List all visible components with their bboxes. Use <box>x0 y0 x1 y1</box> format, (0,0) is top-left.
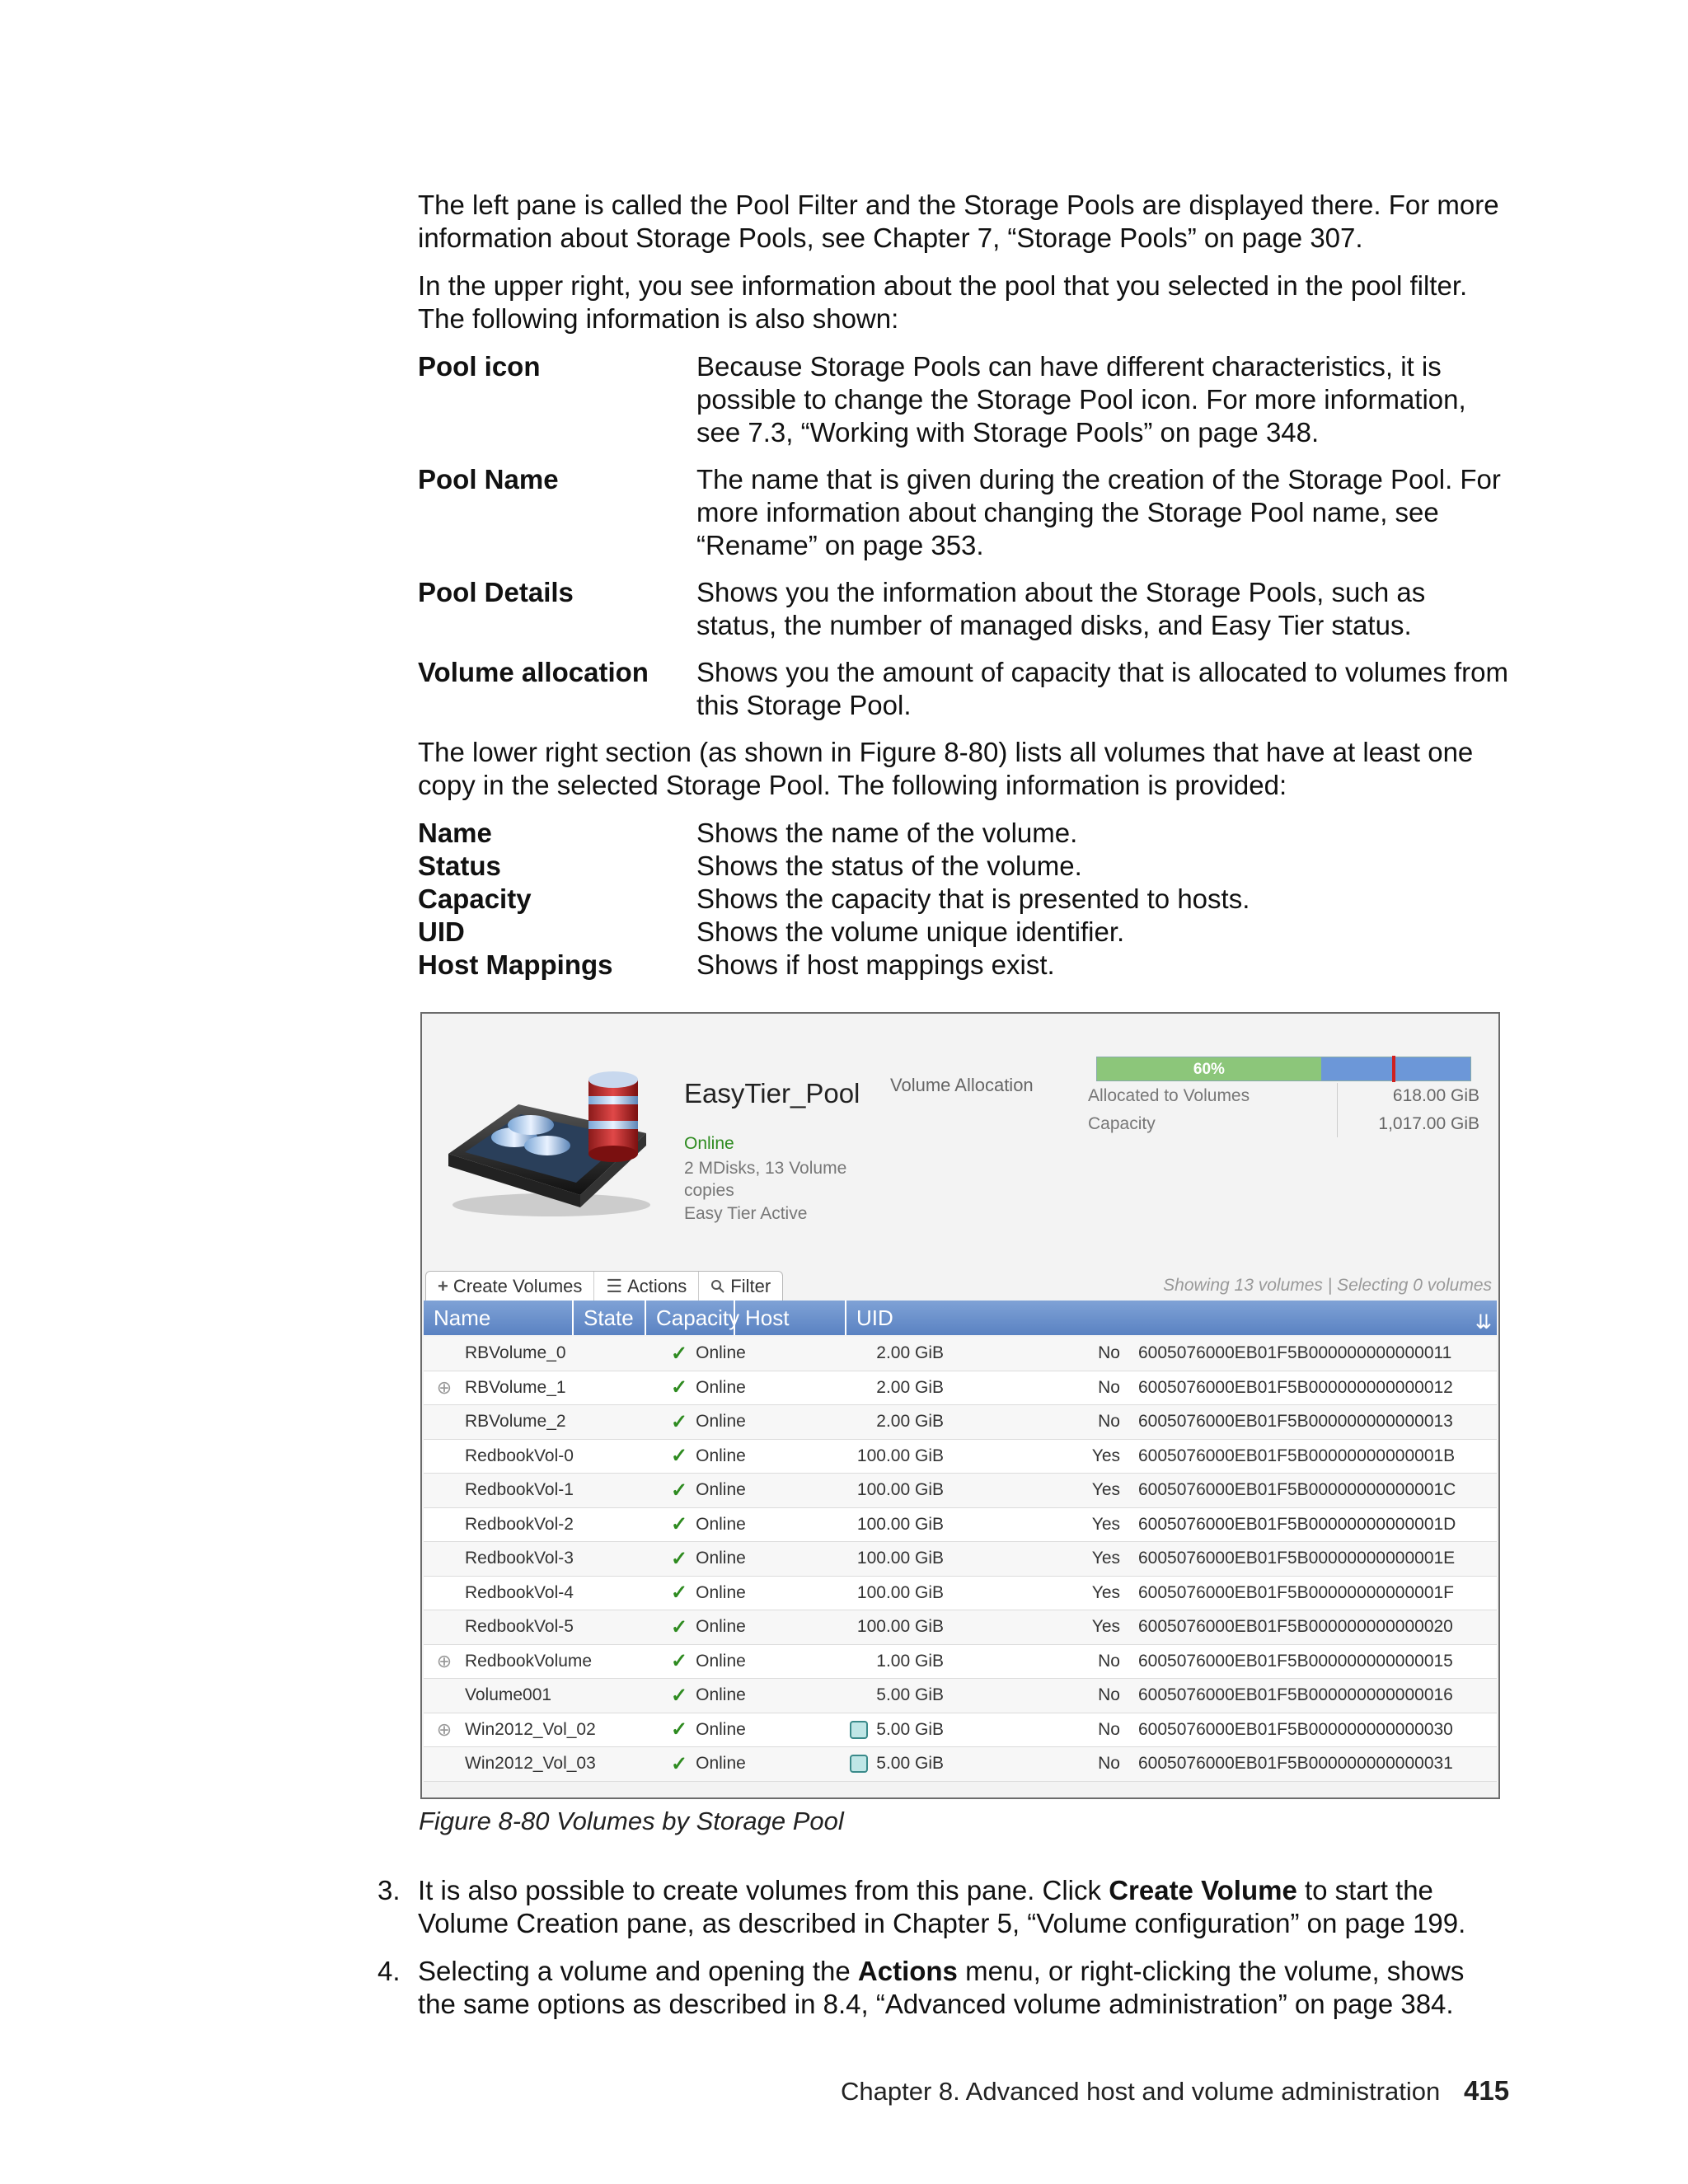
volume-capacity <box>803 1617 947 1637</box>
volume-state <box>671 1376 803 1399</box>
def-desc-line: The name that is given during the creation of the Storage Pool. For <box>696 464 1501 494</box>
volume-name: Volume001 <box>465 1685 552 1705</box>
volumes-table-header <box>424 1301 1497 1335</box>
def-desc: Shows the name of the volume. <box>696 818 1078 848</box>
def-capacity <box>418 883 1514 916</box>
allocated-label: Allocated to Volumes <box>1088 1086 1250 1105</box>
volume-name: Win2012_Vol_02 <box>465 1719 596 1739</box>
def-term: Name <box>418 818 492 848</box>
def-desc-line: status, the number of managed disks, and Easy Tier status. <box>696 610 1412 640</box>
volume-state <box>671 1444 803 1468</box>
def-desc-line: more information about changing the Storage Pool name, see <box>696 497 1439 527</box>
step-text-bold: Create Volume <box>1109 1875 1297 1905</box>
lower-section-paragraph <box>418 736 1514 802</box>
volume-host-mappings: Yes <box>1091 1446 1120 1465</box>
volume-uid: 6005076000EB01F5B000000000000015 <box>1138 1651 1453 1671</box>
volume-capacity <box>803 1652 947 1671</box>
pool-status: Online <box>684 1134 734 1153</box>
expand-icon[interactable]: ⊕ <box>436 1376 452 1398</box>
volume-state-label: Online <box>696 1446 746 1465</box>
volume-capacity-value: 100.00 GiB <box>856 1514 944 1534</box>
volume-capacity-value: 1.00 GiB <box>876 1651 944 1671</box>
table-row[interactable] <box>424 1610 1497 1645</box>
volume-name: RedbookVol-1 <box>465 1480 574 1500</box>
volume-host-mappings: No <box>1098 1685 1120 1705</box>
def-term: Status <box>418 851 501 881</box>
list-icon: ☰ <box>606 1276 623 1296</box>
allocation-bar-percent: 60% <box>1193 1061 1225 1078</box>
volume-state <box>671 1410 803 1434</box>
checkmark-icon: ✓ <box>671 1445 688 1468</box>
volume-capacity-value: 2.00 GiB <box>876 1377 944 1397</box>
expand-icon[interactable]: ⊕ <box>436 1718 452 1740</box>
volume-state <box>671 1752 803 1776</box>
def-term: Volume allocation <box>418 657 649 687</box>
volume-uid: 6005076000EB01F5B00000000000001C <box>1138 1480 1456 1500</box>
volumes-table-body <box>424 1337 1497 1782</box>
checkmark-icon: ✓ <box>671 1376 688 1399</box>
volume-uid: 6005076000EB01F5B000000000000012 <box>1138 1377 1453 1397</box>
allocation-threshold-marker <box>1392 1056 1395 1082</box>
def-desc-line: see 7.3, “Working with Storage Pools” on page 348. <box>696 417 1320 448</box>
actions-menu-button[interactable] <box>594 1272 699 1301</box>
volume-capacity-value: 100.00 GiB <box>856 1480 944 1500</box>
table-row[interactable] <box>424 1747 1497 1782</box>
intro-p2-line1: In the upper right, you see information about the pool that you selected in the pool filter. <box>418 270 1468 301</box>
def-status <box>418 850 1514 883</box>
table-row[interactable] <box>424 1440 1497 1474</box>
step-text-segment: to start the <box>1296 1875 1433 1905</box>
volume-capacity-value: 100.00 GiB <box>856 1582 944 1602</box>
volume-host-mappings: No <box>1098 1377 1120 1397</box>
volume-capacity-value: 5.00 GiB <box>876 1685 944 1705</box>
intro-p1-line1: The left pane is called the Pool Filter and the Storage Pools are displayed there. For more <box>418 190 1499 220</box>
volume-capacity <box>803 1720 947 1740</box>
def-term: UID <box>418 916 465 947</box>
volume-name: RedbookVol-2 <box>465 1514 574 1534</box>
def-volume-allocation <box>418 656 1514 722</box>
volume-allocation-label: Volume Allocation <box>890 1075 1034 1095</box>
def-desc <box>696 576 1514 642</box>
step-number: 4. <box>377 1956 401 1986</box>
column-definitions <box>418 817 1514 982</box>
def-desc <box>696 463 1514 562</box>
volumes-toolbar <box>422 1269 1498 1301</box>
def-pool-icon <box>418 350 1514 449</box>
volume-state <box>671 1342 803 1366</box>
volume-state-label: Online <box>696 1651 746 1671</box>
column-header-state[interactable]: State <box>574 1301 646 1335</box>
volume-uid: 6005076000EB01F5B000000000000031 <box>1138 1754 1453 1774</box>
volume-state-label: Online <box>696 1617 746 1637</box>
def-desc-line: Shows you the amount of capacity that is allocated to volumes from <box>696 657 1509 687</box>
volume-state-label: Online <box>696 1480 746 1500</box>
volume-state-label: Online <box>696 1343 746 1363</box>
volume-host-mappings: Yes <box>1091 1549 1120 1568</box>
volume-uid: 6005076000EB01F5B000000000000020 <box>1138 1617 1453 1637</box>
volume-capacity <box>803 1583 947 1603</box>
volume-uid: 6005076000EB01F5B00000000000001D <box>1138 1514 1456 1534</box>
volume-name: RedbookVol-3 <box>465 1549 574 1568</box>
step-line2: Volume Creation pane, as described in Chapter 5, “Volume configuration” on page 199. <box>418 1908 1466 1938</box>
volume-name: RBVolume_2 <box>465 1412 566 1432</box>
step-line1 <box>418 1874 1465 1907</box>
volume-state <box>671 1718 803 1741</box>
volume-state <box>671 1512 803 1536</box>
volume-state-label: Online <box>696 1719 746 1739</box>
def-term: Pool icon <box>418 351 541 382</box>
storage-pool-icon <box>440 1055 663 1220</box>
volume-capacity <box>803 1515 947 1535</box>
checkmark-icon: ✓ <box>671 1752 688 1775</box>
column-header-uid[interactable] <box>846 1301 1497 1335</box>
volume-name: RedbookVol-5 <box>465 1617 574 1637</box>
volume-state <box>671 1479 803 1502</box>
volume-uid: 6005076000EB01F5B000000000000030 <box>1138 1719 1453 1739</box>
volume-host-mappings: Yes <box>1091 1480 1120 1500</box>
pool-detail-easy-tier: Easy Tier Active <box>684 1204 808 1223</box>
intro-paragraph-1 <box>418 189 1514 255</box>
allocation-bar <box>1096 1057 1471 1081</box>
volume-host-mappings: No <box>1098 1651 1120 1671</box>
def-desc-line: this Storage Pool. <box>696 690 912 720</box>
pool-detail-mdisks: 2 MDisks, 13 Volume <box>684 1159 847 1178</box>
volume-uid: 6005076000EB01F5B00000000000001B <box>1138 1446 1456 1465</box>
allocated-value: 618.00 GiB <box>1392 1086 1479 1105</box>
volume-host-mappings: Yes <box>1091 1617 1120 1637</box>
def-desc-line: Because Storage Pools can have different characteristics, it is <box>696 351 1442 382</box>
create-volumes-button[interactable] <box>426 1272 594 1301</box>
volume-state-label: Online <box>696 1582 746 1602</box>
volume-name: RBVolume_0 <box>465 1343 566 1363</box>
volume-name: Win2012_Vol_03 <box>465 1754 596 1774</box>
volume-state-label: Online <box>696 1754 746 1774</box>
intro-p1-line2: information about Storage Pools, see Chapter 7, “Storage Pools” on page 307. <box>418 223 1363 253</box>
capacity-label: Capacity <box>1088 1114 1156 1133</box>
showing-count: Showing 13 volumes | Selecting 0 volumes <box>1163 1276 1492 1295</box>
volume-capacity <box>803 1754 947 1774</box>
def-desc: Shows the volume unique identifier. <box>696 916 1125 947</box>
volume-host-mappings: No <box>1098 1343 1120 1363</box>
volume-host-mappings: No <box>1098 1754 1120 1774</box>
def-desc: Shows the capacity that is presented to hosts. <box>696 883 1250 914</box>
def-name <box>418 817 1514 850</box>
step-text-bold: Actions <box>857 1956 958 1986</box>
column-header-name[interactable]: Name <box>424 1301 574 1335</box>
volume-host-mappings: Yes <box>1091 1582 1120 1602</box>
step-text-segment: It is also possible to create volumes from this pane. Click <box>418 1875 1109 1905</box>
volume-state-label: Online <box>696 1412 746 1432</box>
volume-host-mappings: No <box>1098 1412 1120 1432</box>
volumes-by-pool-screenshot <box>420 1012 1500 1799</box>
volume-capacity <box>803 1446 947 1466</box>
checkmark-icon: ✓ <box>671 1513 688 1536</box>
volume-capacity <box>803 1549 947 1568</box>
capacity-row <box>1088 1114 1479 1134</box>
volume-state <box>671 1649 803 1673</box>
figure-caption: Figure 8-80 Volumes by Storage Pool <box>419 1807 844 1835</box>
checkmark-icon: ✓ <box>671 1342 688 1365</box>
column-header-capacity[interactable]: Capacity <box>646 1301 735 1335</box>
volume-state-label: Online <box>696 1377 746 1397</box>
checkmark-icon: ✓ <box>671 1650 688 1673</box>
volume-capacity <box>803 1480 947 1500</box>
volume-capacity-value: 5.00 GiB <box>876 1719 944 1739</box>
def-pool-name <box>418 463 1514 562</box>
table-row[interactable] <box>424 1679 1497 1713</box>
volume-capacity-value: 100.00 GiB <box>856 1549 944 1568</box>
checkmark-icon: ✓ <box>671 1684 688 1707</box>
volume-state-label: Online <box>696 1685 746 1705</box>
checkmark-icon: ✓ <box>671 1479 688 1502</box>
checkmark-icon: ✓ <box>671 1547 688 1570</box>
step-line2: the same options as described in 8.4, “Advanced volume administration” on page 384. <box>418 1989 1454 2019</box>
create-volumes-label: Create Volumes <box>452 1276 583 1296</box>
volume-state <box>671 1547 803 1571</box>
def-uid <box>418 916 1514 949</box>
volume-host-mappings: No <box>1098 1719 1120 1739</box>
def-term: Pool Name <box>418 464 559 494</box>
volume-name: RedbookVol-0 <box>465 1446 574 1465</box>
expand-icon[interactable]: ⊕ <box>436 1650 452 1671</box>
capacity-value: 1,017.00 GiB <box>1378 1114 1479 1133</box>
plus-icon: + <box>438 1276 448 1296</box>
pool-definitions <box>418 350 1514 722</box>
volume-capacity <box>803 1343 947 1363</box>
pool-name: EasyTier_Pool <box>684 1078 860 1108</box>
def-desc-line: possible to change the Storage Pool icon. For more information, <box>696 384 1466 415</box>
table-row[interactable] <box>424 1508 1497 1543</box>
thin-provisioned-icon <box>850 1755 868 1773</box>
toolbar-tabs <box>425 1271 783 1301</box>
step-text-segment: Selecting a volume and opening the <box>418 1956 858 1986</box>
step-text <box>418 1874 1465 1940</box>
def-term: Host Mappings <box>418 949 613 980</box>
table-row[interactable] <box>424 1474 1497 1508</box>
table-row[interactable] <box>424 1645 1497 1680</box>
volume-uid: 6005076000EB01F5B00000000000001E <box>1138 1549 1456 1568</box>
volume-state <box>671 1581 803 1605</box>
volume-name: RedbookVol-4 <box>465 1582 574 1602</box>
volume-capacity <box>803 1378 947 1398</box>
volume-capacity-value: 2.00 GiB <box>876 1412 944 1432</box>
checkmark-icon: ✓ <box>671 1615 688 1638</box>
checkmark-icon: ✓ <box>671 1718 688 1741</box>
volume-capacity <box>803 1412 947 1432</box>
def-desc: Shows the status of the volume. <box>696 851 1082 881</box>
volume-capacity-value: 2.00 GiB <box>876 1343 944 1363</box>
search-icon <box>710 1279 725 1294</box>
step-4 <box>377 1955 1515 2021</box>
intro-paragraph-2 <box>418 269 1514 335</box>
table-row[interactable] <box>424 1337 1497 1371</box>
def-pool-details <box>418 576 1514 642</box>
volume-capacity-value: 100.00 GiB <box>856 1617 944 1637</box>
volume-uid: 6005076000EB01F5B000000000000013 <box>1138 1412 1453 1432</box>
thin-provisioned-icon <box>850 1721 868 1739</box>
page-number: 415 <box>1464 2075 1510 2106</box>
step-number: 3. <box>377 1875 401 1905</box>
checkmark-icon: ✓ <box>671 1410 688 1433</box>
def-desc-line: “Rename” on page 353. <box>696 530 984 560</box>
volume-capacity-value: 100.00 GiB <box>856 1446 944 1465</box>
volume-uid: 6005076000EB01F5B00000000000001F <box>1138 1582 1455 1602</box>
volume-uid: 6005076000EB01F5B000000000000011 <box>1138 1343 1452 1363</box>
def-host-mappings <box>418 949 1514 982</box>
column-chooser-icon[interactable]: ⇊ <box>1475 1311 1492 1333</box>
volume-state <box>671 1615 803 1639</box>
filter-label: Filter <box>730 1276 771 1296</box>
volume-name: RBVolume_1 <box>465 1377 566 1397</box>
volume-name: RedbookVolume <box>465 1651 593 1671</box>
volume-state-label: Online <box>696 1549 746 1568</box>
volume-host-mappings: Yes <box>1091 1514 1120 1534</box>
pool-detail-copies: copies <box>684 1181 734 1200</box>
step-text-segment: menu, or right-clicking the volume, shows <box>957 1956 1465 1986</box>
def-term: Pool Details <box>418 577 574 607</box>
table-row[interactable] <box>424 1542 1497 1577</box>
volume-state-label: Online <box>696 1514 746 1534</box>
step-3 <box>377 1874 1515 1940</box>
def-desc <box>696 350 1514 449</box>
def-term: Capacity <box>418 883 532 914</box>
allocated-row <box>1088 1086 1479 1106</box>
footer-chapter: Chapter 8. Advanced host and volume administration <box>841 2077 1441 2106</box>
checkmark-icon: ✓ <box>671 1582 688 1605</box>
def-desc-line: Shows you the information about the Storage Pools, such as <box>696 577 1426 607</box>
table-row[interactable] <box>424 1577 1497 1611</box>
lower-line2: copy in the selected Storage Pool. The following information is provided: <box>418 770 1287 800</box>
column-header-host-mappings[interactable]: Host <box>735 1301 846 1335</box>
volume-state <box>671 1684 803 1708</box>
column-header-uid-label: UID <box>856 1305 893 1330</box>
volume-uid: 6005076000EB01F5B000000000000016 <box>1138 1685 1453 1705</box>
table-row[interactable] <box>424 1371 1497 1406</box>
step-line1 <box>418 1955 1464 1988</box>
step-text <box>418 1955 1464 2021</box>
filter-button[interactable] <box>699 1272 782 1301</box>
volume-capacity <box>803 1685 947 1705</box>
volume-capacity-value: 5.00 GiB <box>876 1754 944 1774</box>
actions-label: Actions <box>627 1276 687 1296</box>
def-desc <box>696 656 1514 722</box>
lower-line1: The lower right section (as shown in Figure 8-80) lists all volumes that have at least one <box>418 737 1474 767</box>
def-desc: Shows if host mappings exist. <box>696 949 1055 980</box>
table-row[interactable] <box>424 1405 1497 1440</box>
intro-p2-line2: The following information is also shown: <box>418 303 899 334</box>
table-row[interactable] <box>424 1713 1497 1748</box>
